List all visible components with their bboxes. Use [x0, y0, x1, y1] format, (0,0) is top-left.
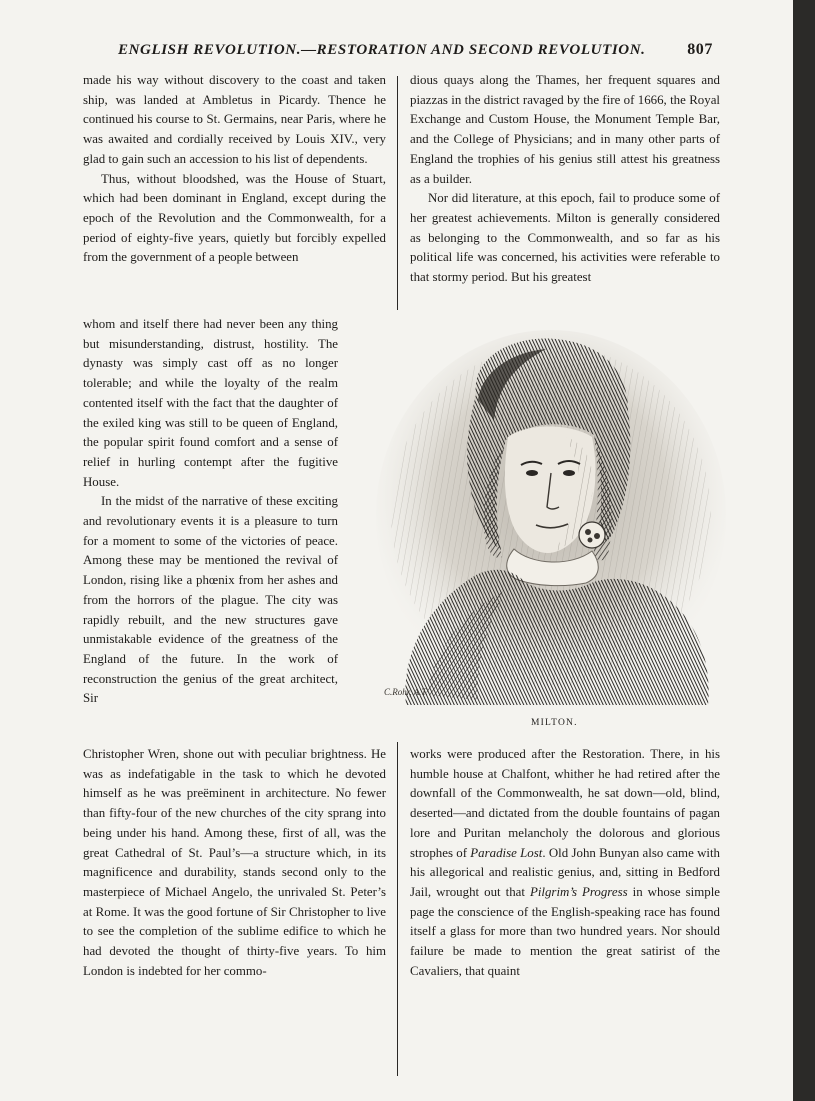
paragraph: Thus, without bloodshed, was the House of Stuart, which had been dominant in England, except during the epoch of the Revolution and the Commonwealth, for a period of eighty-five years, quietly but forcibly expelled from the government of a people between [83, 171, 386, 265]
column-rule-top [397, 76, 398, 310]
right-column-top [410, 71, 720, 288]
paragraph: In the midst of the narrative of these exciting and revolutionary events it is a pleasure to turn for a moment to some of the victories of peace. Among these may be mentioned the revival of London, rising like a phœnix from her ashes and from the horrors of the plague. The city was rapidly rebuilt, and the new structures gave unmistakable evidence of the greatness of the England of the future. In the work of reconstruction the genius of the great architect, Sir [83, 494, 338, 706]
text-run: in whose simple page the conscience of the English-speaking race has found itself a glass for more than two hundred years. Nor should failure be made to mention the great satirist of the Cavaliers, that quaint [410, 884, 720, 978]
book-binding-edge [793, 0, 815, 1101]
column-rule-bottom [397, 742, 398, 1076]
engraver-signature: C.Rohr, A.T. [384, 687, 428, 697]
paragraph: Nor did literature, at this epoch, fail to produce some of her greatest achievements. Milton is generally considered as belonging to the Commonwealth, and so far as his political life was concerned, his activities were referable to that stormy period. But his greatest [410, 191, 720, 285]
figure-caption: MILTON. [531, 718, 578, 728]
left-column-bottom [83, 745, 386, 981]
book-title: Paradise Lost [470, 845, 543, 860]
book-title: Pilgrim’s Progress [529, 884, 628, 899]
left-column-middle [83, 315, 338, 709]
paragraph: dious quays along the Thames, her frequent squares and piazzas in the district ravaged by the fire of 1666, the Royal Exchange and Custom House, the Monument Temple Bar, and the College of Physicians; and in many other parts of England the trophies of his genius still attest his greatness as a builder. [410, 73, 720, 186]
paragraph [410, 745, 720, 981]
page-number: 807 [687, 41, 713, 58]
paragraph: made his way without discovery to the coast and taken ship, was landed at Ambletus in Picardy. Thence he continued his course to St. Germains, near Paris, where he was awaited and cordially received by Louis XIV., very glad to gain such an accession to his list of dependents. [83, 73, 386, 166]
milton-portrait-engraving [366, 325, 728, 705]
paragraph: whom and itself there had never been any thing but misunderstanding, distrust, hostility. The dynasty was simply cast off as no longer tolerable; and while the loyalty of the realm contented itself with the fact that the daughter of the exiled king was still to be queen of England, the popular spirit found comfort and a sense of relief in hurling contempt after the fugitive House. [83, 317, 338, 489]
text-run: . Old John Bunyan also came with his allegorical and realistic genius, and, sitting in Bedford Jail, wrought out that [410, 845, 720, 899]
running-header [118, 41, 713, 59]
left-column-top [83, 71, 386, 268]
right-column-bottom [410, 745, 720, 981]
running-title: ENGLISH REVOLUTION.—RESTORATION AND SECOND REVOLUTION. [118, 42, 646, 58]
text-run: works were produced after the Restoration. There, in his humble house at Chalfont, whither he had retired after the downfall of the Commonwealth, he sat down—old, blind, deserted—and dictated from the double fountains of pagan lore and Puritan melancholy the dolorous and glorious strophes of [410, 747, 720, 860]
paragraph: Christopher Wren, shone out with peculiar brightness. He was as indefatigable in the task to which he devoted himself as he was preëminent in architecture. No fewer than fifty-four of the new churches of the city sprang into being under his hand. Among these, first of all, was the great Cathedral of St. Paul’s—a structure which, in its magnificence and durability, stands second only to the masterpiece of Michael Angelo, the unrivaled St. Peter’s at Rome. It was the good fortune of Sir Christopher to live to see the completion of the sublime edifice to which he had devoted the thought of thirty-five years. To him London is indebted for her commo- [83, 747, 386, 978]
